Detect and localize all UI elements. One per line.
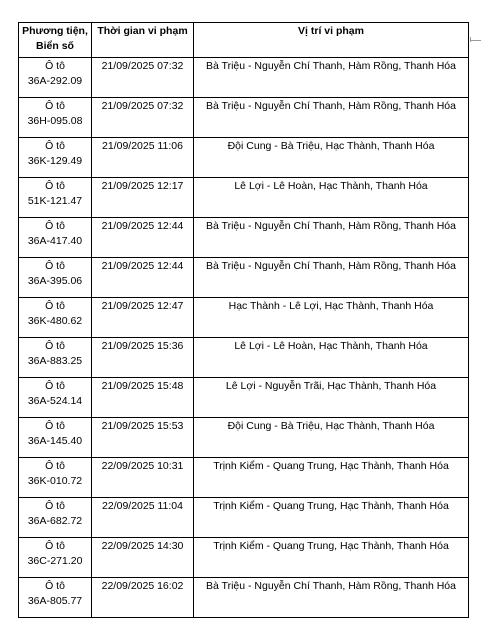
table-row [19,178,469,218]
table-row [19,258,469,298]
vehicle-type: Ô tô [45,180,65,192]
table-row [19,378,469,418]
cell-violation-location: Lê Lợi - Nguyễn Trãi, Hạc Thành, Thanh Hóa [194,378,469,418]
license-plate: 36K-480.62 [27,315,83,327]
vehicle-type: Ô tô [45,460,65,472]
cell-violation-time: 21/09/2025 07:32 [92,58,194,98]
cell-violation-location: Bà Triệu - Nguyễn Chí Thanh, Hàm Rồng, Thanh Hóa [194,218,469,258]
cell-violation-location: Lê Lợi - Lê Hoàn, Hạc Thành, Thanh Hóa [194,178,469,218]
cell-vehicle-plate [19,218,92,258]
cell-violation-location: Hạc Thành - Lê Lợi, Hạc Thành, Thanh Hóa [194,298,469,338]
vehicle-type: Ô tô [45,580,65,592]
table-row [19,298,469,338]
cell-vehicle-plate [19,578,92,618]
cell-vehicle-plate [19,538,92,578]
cell-violation-time: 22/09/2025 14:30 [92,538,194,578]
table-row [19,138,469,178]
cell-violation-location: Trịnh Kiểm - Quang Trung, Hạc Thành, Thanh Hóa [194,538,469,578]
table-body [19,58,469,618]
table-row [19,418,469,458]
license-plate: 36A-805.77 [27,595,83,607]
cell-violation-location: Bà Triệu - Nguyễn Chí Thanh, Hàm Rồng, Thanh Hóa [194,578,469,618]
license-plate: 36C-271.20 [27,555,83,567]
license-plate: 36A-524.14 [27,395,83,407]
violations-table-container [18,22,469,618]
cell-violation-location: Đội Cung - Bà Triệu, Hạc Thành, Thanh Hóa [194,418,469,458]
header-vehicle-plate: Phương tiện, Biển số [19,23,92,58]
cell-violation-location: Bà Triệu - Nguyễn Chí Thanh, Hàm Rồng, Thanh Hóa [194,98,469,138]
license-plate: 36K-129.49 [27,155,83,167]
table-header-row [19,23,469,58]
cell-violation-time: 21/09/2025 15:48 [92,378,194,418]
cell-vehicle-plate [19,58,92,98]
license-plate: 36A-682.72 [27,515,83,527]
vehicle-type: Ô tô [45,500,65,512]
table-row [19,498,469,538]
vehicle-type: Ô tô [45,220,65,232]
license-plate: 51K-121.47 [27,195,83,207]
vehicle-type: Ô tô [45,300,65,312]
page-corner-mark [470,40,481,41]
cell-vehicle-plate [19,338,92,378]
table-row [19,458,469,498]
cell-violation-location: Trịnh Kiểm - Quang Trung, Hạc Thành, Thanh Hóa [194,458,469,498]
vehicle-type: Ô tô [45,420,65,432]
cell-vehicle-plate [19,418,92,458]
cell-violation-time: 21/09/2025 12:47 [92,298,194,338]
vehicle-type: Ô tô [45,540,65,552]
cell-vehicle-plate [19,138,92,178]
vehicle-type: Ô tô [45,380,65,392]
table-row [19,578,469,618]
license-plate: 36K-010.72 [27,475,83,487]
header-violation-time: Thời gian vi phạm [92,23,194,58]
cell-violation-time: 21/09/2025 12:17 [92,178,194,218]
cell-violation-location: Bà Triệu - Nguyễn Chí Thanh, Hàm Rồng, Thanh Hóa [194,58,469,98]
license-plate: 36A-395.06 [27,275,83,287]
cell-vehicle-plate [19,378,92,418]
license-plate: 36A-417.40 [27,235,83,247]
cell-violation-time: 22/09/2025 11:04 [92,498,194,538]
violations-table [18,22,469,618]
cell-violation-time: 21/09/2025 07:32 [92,98,194,138]
cell-violation-location: Bà Triệu - Nguyễn Chí Thanh, Hàm Rồng, Thanh Hóa [194,258,469,298]
cell-violation-time: 21/09/2025 11:06 [92,138,194,178]
cell-violation-time: 21/09/2025 12:44 [92,258,194,298]
cell-vehicle-plate [19,298,92,338]
table-row [19,218,469,258]
license-plate: 36A-292.09 [27,75,83,87]
cell-violation-location: Trịnh Kiểm - Quang Trung, Hạc Thành, Thanh Hóa [194,498,469,538]
cell-vehicle-plate [19,178,92,218]
cell-violation-location: Đội Cung - Bà Triệu, Hạc Thành, Thanh Hóa [194,138,469,178]
license-plate: 36A-883.25 [27,355,83,367]
table-row [19,338,469,378]
vehicle-type: Ô tô [45,260,65,272]
cell-vehicle-plate [19,458,92,498]
vehicle-type: Ô tô [45,100,65,112]
cell-violation-time: 21/09/2025 12:44 [92,218,194,258]
license-plate: 36A-145.40 [27,435,83,447]
cell-violation-time: 22/09/2025 16:02 [92,578,194,618]
table-row [19,538,469,578]
vehicle-type: Ô tô [45,340,65,352]
cell-vehicle-plate [19,258,92,298]
vehicle-type: Ô tô [45,60,65,72]
cell-violation-time: 22/09/2025 10:31 [92,458,194,498]
cell-violation-time: 21/09/2025 15:53 [92,418,194,458]
header-violation-location: Vị trí vi phạm [194,23,469,58]
cell-violation-location: Lê Lợi - Lê Hoàn, Hạc Thành, Thanh Hóa [194,338,469,378]
license-plate: 36H-095.08 [27,115,83,127]
vehicle-type: Ô tô [45,140,65,152]
cell-violation-time: 21/09/2025 15:36 [92,338,194,378]
table-row [19,98,469,138]
cell-vehicle-plate [19,98,92,138]
table-row [19,58,469,98]
cell-vehicle-plate [19,498,92,538]
